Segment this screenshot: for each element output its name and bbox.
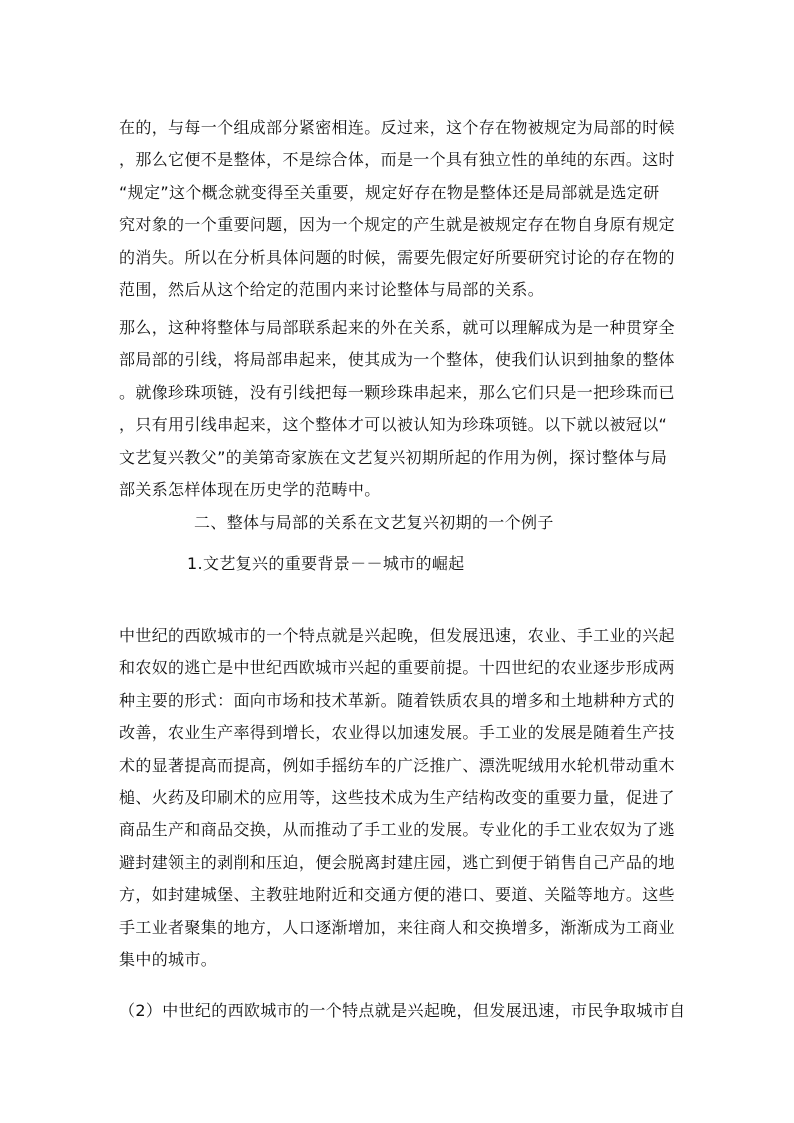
text-line: 究对象的一个重要问题，因为一个规定的产生就是被规定存在物自身原有规定 xyxy=(119,215,675,235)
paragraph-4 xyxy=(119,995,686,1027)
text-line: 部关系怎样体现在历史学的范畴中。 xyxy=(119,479,381,499)
text-line: 范围，然后从这个给定的范围内来讨论整体与局部的关系。 xyxy=(119,279,545,299)
subsection-heading: 1.文艺复兴的重要背景－－城市的崛起 xyxy=(187,554,465,573)
text-line: 部局部的引线，将局部串起来，使其成为一个整体，使我们认识到抽象的整体 xyxy=(119,350,675,370)
text-line: 和农奴的逃亡是中世纪西欧城市兴起的重要前提。十四世纪的农业逐步形成两 xyxy=(119,658,675,678)
text-line: 的消失。所以在分析具体问题的时候，需要先假定好所要研究讨论的存在物的 xyxy=(119,247,675,267)
text-line: 种主要的形式：面向市场和技术革新。随着铁质农具的增多和土地耕种方式的 xyxy=(119,690,675,710)
text-line: 槌、火药及印刷术的应用等，这些技术成为生产结构改变的重要力量，促进了 xyxy=(119,787,675,807)
text-line: 。就像珍珠项链，没有引线把每一颗珍珠串起来，那么它们只是一把珍珠而已 xyxy=(119,382,675,402)
paragraph-1 xyxy=(119,112,675,306)
text-line: 商品生产和商品交换，从而推动了手工业的发展。专业化的手工业农奴为了逃 xyxy=(119,820,675,840)
text-line: ，那么它便不是整体，不是综合体，而是一个具有独立性的单纯的东西。这时 xyxy=(119,150,675,170)
text-line: 文艺复兴教父”的美第奇家族在文艺复兴初期所起的作用为例，探讨整体与局 xyxy=(119,447,668,467)
paragraph-2 xyxy=(119,312,675,506)
text-line: 术的显著提高而提高，例如手摇纺车的广泛推广、漂洗呢绒用水轮机带动重木 xyxy=(119,755,675,775)
text-line: “规定”这个概念就变得至关重要，规定好存在物是整体还是局部就是选定研 xyxy=(119,182,660,202)
text-line: 集中的城市。 xyxy=(119,949,218,969)
text-line: 中世纪的西欧城市的一个特点就是兴起晚，但发展迅速，农业、手工业的兴起 xyxy=(119,626,675,645)
text-line: 方，如封建城堡、主教驻地附近和交通方便的港口、要道、关隘等地方。这些 xyxy=(119,885,675,905)
paragraph-3 xyxy=(119,620,675,976)
text-line: 手工业者聚集的地方，人口逐渐增加，来往商人和交换增多，渐渐成为工商业 xyxy=(119,917,675,937)
text-line: ，只有用引线串起来，这个整体才可以被认知为珍珠项链。以下就以被冠以“ xyxy=(119,415,668,435)
section-heading: 二、整体与局部的关系在文艺复兴初期的一个例子 xyxy=(194,513,554,532)
text-line: 避封建领主的剥削和压迫，便会脱离封建庄园，逃亡到便于销售自己产品的地 xyxy=(119,852,675,872)
text-line: （2）中世纪的西欧城市的一个特点就是兴起晚，但发展迅速，市民争取城市自 xyxy=(119,1001,686,1020)
text-line: 改善，农业生产率得到增长，农业得以加速发展。手工业的发展是随着生产技 xyxy=(119,723,675,743)
text-line: 那么，这种将整体与局部联系起来的外在关系，就可以理解成为是一种贯穿全 xyxy=(119,318,675,337)
text-line: 在的，与每一个组成部分紧密相连。反过来，这个存在物被规定为局部的时候 xyxy=(119,118,675,137)
